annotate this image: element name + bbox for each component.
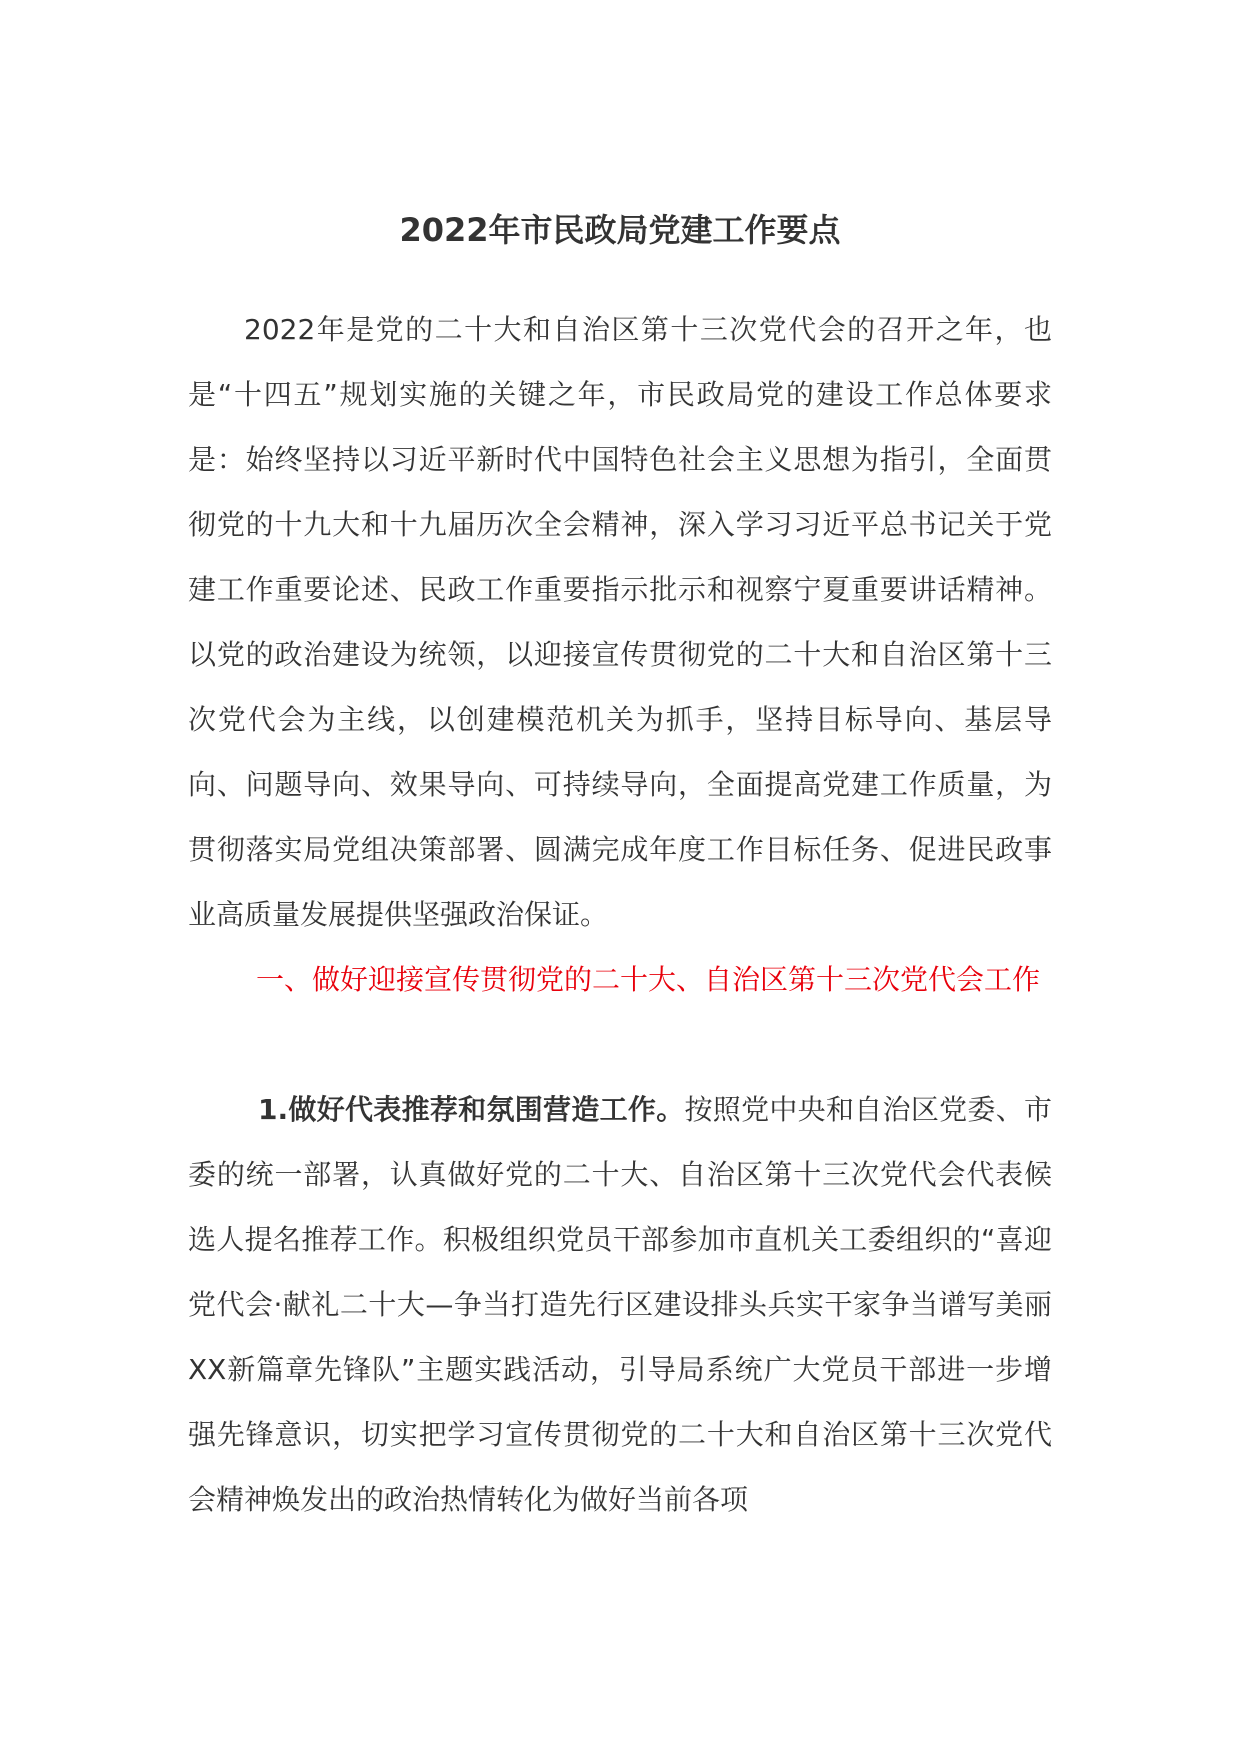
item-1-text: 按照党中央和自治区党委、市委的统一部署，认真做好党的二十大、自治区第十三次党代会代表候选人提名推荐工作。积极组织党员干部参加市直机关工委组织的“喜迎党代会·献礼二十大—争当打造先行区建设排头兵实干家争当谱写美丽XX新篇章先锋队”主题实践活动，引导局系统广大党员干部进一步增强先锋意识，切实把学习宣传贯彻党的二十大和自治区第十三次党代会精神焕发出的政治热情转化为做好当前各项 bbox=[188, 1093, 1052, 1516]
intro-paragraph: 2022年是党的二十大和自治区第十三次党代会的召开之年，也是“十四五”规划实施的关键之年，市民政局党的建设工作总体要求是：始终坚持以习近平新时代中国特色社会主义思想为指引，全面贯彻党的十九大和十九届历次全会精神，深入学习习近平总书记关于党建工作重要论述、民政工作重要指示批示和视察宁夏重要讲话精神。以党的政治建设为统领，以迎接宣传贯彻党的二十大和自治区第十三次党代会为主线，以创建模范机关为抓手，坚持目标导向、基层导向、问题导向、效果导向、可持续导向，全面提高党建工作质量，为贯彻落实局党组决策部署、圆满完成年度工作目标任务、促进民政事业高质量发展提供坚强政治保证。 bbox=[188, 313, 1052, 931]
document-title: 2022年市民政局党建工作要点 bbox=[399, 211, 841, 249]
item-1-lead: 1.做好代表推荐和氛围营造工作。 bbox=[258, 1093, 685, 1126]
section-1-heading: 一、做好迎接宣传贯彻党的二十大、自治区第十三次党代会工作 bbox=[256, 963, 1041, 996]
item-1-paragraph bbox=[188, 1077, 1052, 1532]
